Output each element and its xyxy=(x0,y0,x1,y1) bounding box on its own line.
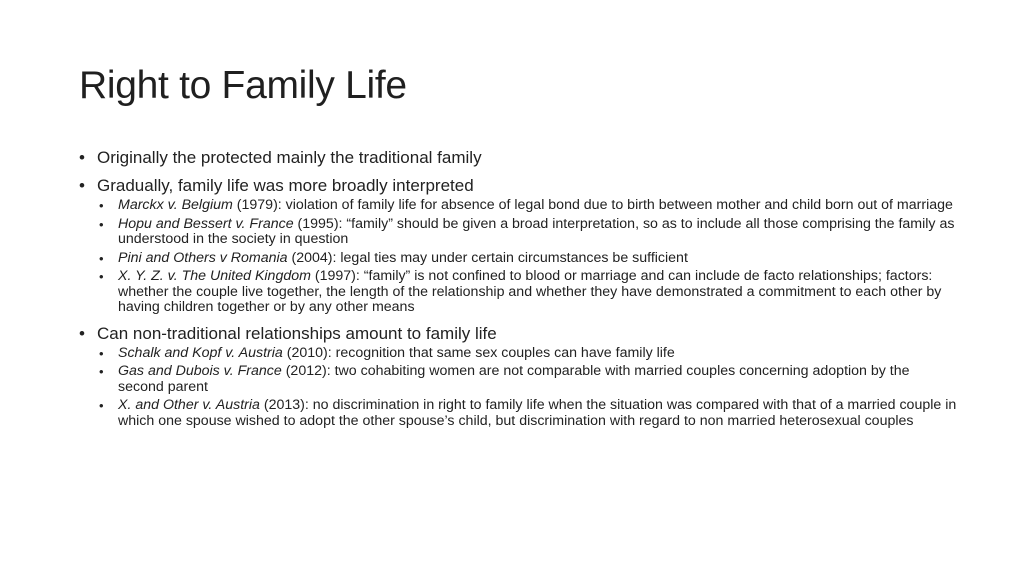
case-name: Hopu and Bessert v. France xyxy=(118,215,294,232)
bullet-text: Originally the protected mainly the traditional family xyxy=(97,148,482,167)
bullet-text: Gradually, family life was more broadly interpreted xyxy=(97,176,474,195)
sub-bullet-marker: • xyxy=(99,398,104,413)
case-description: (2004): legal ties may under certain circumstances be sufficient xyxy=(287,249,688,266)
case-name: X. and Other v. Austria xyxy=(118,397,260,413)
sub-bullet-marker: • xyxy=(99,345,104,361)
case-name: Schalk and Kopf v. Austria xyxy=(118,344,283,361)
bullet-list xyxy=(79,148,959,429)
bullet-marker: • xyxy=(79,323,85,343)
case-description: (2013): no discrimination in right to family life when the situation was compared with that of a married couple in which one spouse wished to adopt the other spouse’s child, but discrimination with regard to non married heterosexual couples xyxy=(118,397,957,429)
case-description: (1995): “family” should be given a broad interpretation, so as to include all those comprising the family as understood in the society in question xyxy=(118,215,955,247)
sub-bullet-item xyxy=(97,198,959,214)
sub-bullet-item xyxy=(97,364,959,395)
case-name: X. Y. Z. v. The United Kingdom xyxy=(118,268,311,284)
sub-bullet-list xyxy=(97,346,959,430)
sub-bullet-marker: • xyxy=(99,250,104,266)
case-description: (1979): violation of family life for absence of legal bond due to birth between mother and child born out of marriage xyxy=(232,197,953,213)
sub-bullet-marker: • xyxy=(99,269,104,284)
sub-bullet-item xyxy=(97,346,959,362)
sub-bullet-item xyxy=(97,217,959,248)
bullet-marker: • xyxy=(79,176,85,195)
slide-title: Right to Family Life xyxy=(79,64,407,107)
bullet-text: Can non-traditional relationships amount to family life xyxy=(97,323,497,343)
bullet-marker: • xyxy=(79,148,85,167)
slide-content xyxy=(79,148,959,429)
sub-bullet-item xyxy=(97,251,959,267)
sub-bullet-list xyxy=(97,198,959,316)
bullet-item xyxy=(79,324,959,430)
bullet-item xyxy=(79,148,959,168)
sub-bullet-marker: • xyxy=(99,216,104,232)
case-name: Marckx v. Belgium xyxy=(118,197,233,213)
sub-bullet-item xyxy=(97,398,959,429)
case-name: Gas and Dubois v. France xyxy=(118,363,282,379)
sub-bullet-marker: • xyxy=(99,364,104,379)
case-description: (2010): recognition that same sex couples can have family life xyxy=(282,344,675,361)
case-description: (2012): two cohabiting women are not comparable with married couples concerning adoption by the second parent xyxy=(118,363,910,395)
case-description: (1997): “family” is not confined to blood or marriage and can include de facto relationships; factors: whether the couple live together, the length of the relationship and whether they have demonstrated a commitment to each other by having children together or by any other means xyxy=(118,268,942,315)
sub-bullet-marker: • xyxy=(99,198,104,213)
bullet-item xyxy=(79,176,959,316)
case-name: Pini and Others v Romania xyxy=(118,249,288,266)
sub-bullet-item xyxy=(97,269,959,316)
